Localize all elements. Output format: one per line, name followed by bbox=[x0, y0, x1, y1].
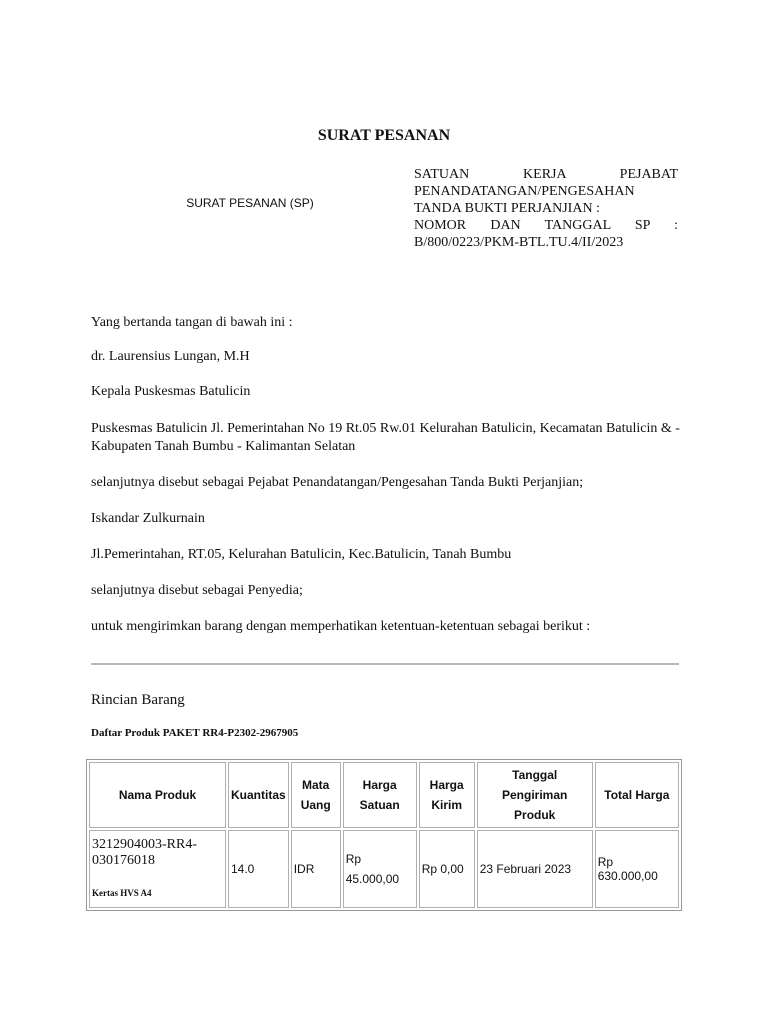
table-row bbox=[89, 830, 679, 908]
header-harga-satuan bbox=[343, 762, 417, 828]
header-kuantitas: Kuantitas bbox=[228, 762, 289, 828]
divider bbox=[91, 663, 679, 665]
sp-header-right bbox=[414, 166, 678, 251]
header-tanggal-line2: Produk bbox=[514, 808, 556, 822]
header-harga-kirim bbox=[419, 762, 475, 828]
product-code-line2: 030176018 bbox=[92, 853, 155, 868]
cell-kuantitas: 14.0 bbox=[228, 830, 289, 908]
instruction-text: untuk mengirimkan barang dengan memperhatikan ketentuan-ketentuan sebagai berikut : bbox=[91, 619, 591, 634]
header-harga-kirim-line1: Harga bbox=[429, 778, 464, 792]
product-code-line1: 3212904003-RR4- bbox=[92, 837, 197, 852]
intro-text: Yang bertanda tangan di bawah ini : bbox=[91, 315, 293, 330]
official-title: Kepala Puskesmas Batulicin bbox=[91, 384, 251, 399]
vendor-name: Iskandar Zulkurnain bbox=[91, 511, 205, 526]
sp-number: B/800/0223/PKM-BTL.TU.4/II/2023 bbox=[414, 235, 624, 250]
cell-mata-uang: IDR bbox=[291, 830, 341, 908]
cell-tanggal-pengiriman: 23 Februari 2023 bbox=[477, 830, 593, 908]
cell-harga-kirim: Rp 0,00 bbox=[419, 830, 475, 908]
satuan-kerja-line: SATUAN KERJA PEJABAT bbox=[414, 167, 678, 182]
harga-satuan-line1: Rp bbox=[345, 852, 362, 866]
header-tanggal-pengiriman bbox=[477, 762, 593, 828]
official-name: dr. Laurensius Lungan, M.H bbox=[91, 349, 250, 364]
daftar-produk-title: Daftar Produk PAKET RR4-P2302-2967905 bbox=[91, 727, 299, 739]
header-mata-uang-line2: Uang bbox=[300, 798, 331, 812]
official-address: Puskesmas Batulicin Jl. Pemerintahan No 19 Rt.05 Rw.01 Kelurahan Batulicin, Kecamatan Batulicin & - Kabupaten Tanah Bumbu - Kalimantan Selatan bbox=[91, 421, 680, 454]
product-table bbox=[86, 759, 682, 911]
header-mata-uang-line1: Mata bbox=[302, 778, 330, 792]
nomor-tanggal-line: NOMOR DAN TANGGAL SP : bbox=[414, 218, 678, 233]
page-title: SURAT PESANAN bbox=[317, 127, 451, 144]
vendor-role: selanjutnya disebut sebagai Penyedia; bbox=[91, 583, 303, 598]
harga-satuan-line2: 45.000,00 bbox=[345, 872, 400, 886]
product-name: Kertas HVS A4 bbox=[92, 888, 152, 898]
sp-label: SURAT PESANAN (SP) bbox=[186, 196, 314, 210]
table-header-row bbox=[89, 762, 679, 828]
header-total-harga: Total Harga bbox=[595, 762, 679, 828]
cell-harga-satuan bbox=[343, 830, 417, 908]
header-mata-uang bbox=[291, 762, 341, 828]
cell-total-harga: Rp 630.000,00 bbox=[595, 830, 679, 908]
header-harga-kirim-line2: Kirim bbox=[431, 798, 463, 812]
cell-nama-produk bbox=[89, 830, 226, 908]
official-role: selanjutnya disebut sebagai Pejabat Penandatangan/Pengesahan Tanda Bukti Perjanjian; bbox=[91, 475, 584, 490]
penandatangan-line: PENANDATANGAN/PENGESAHAN bbox=[414, 184, 635, 199]
header-harga-satuan-line2: Satuan bbox=[359, 798, 400, 812]
header-tanggal-line1: Tanggal Pengiriman bbox=[502, 768, 568, 802]
vendor-address: Jl.Pemerintahan, RT.05, Kelurahan Batulicin, Kec.Batulicin, Tanah Bumbu bbox=[91, 547, 512, 562]
header-nama-produk: Nama Produk bbox=[89, 762, 226, 828]
tanda-bukti-line: TANDA BUKTI PERJANJIAN : bbox=[414, 201, 600, 216]
rincian-title: Rincian Barang bbox=[91, 692, 185, 708]
header-harga-satuan-line1: Harga bbox=[362, 778, 397, 792]
